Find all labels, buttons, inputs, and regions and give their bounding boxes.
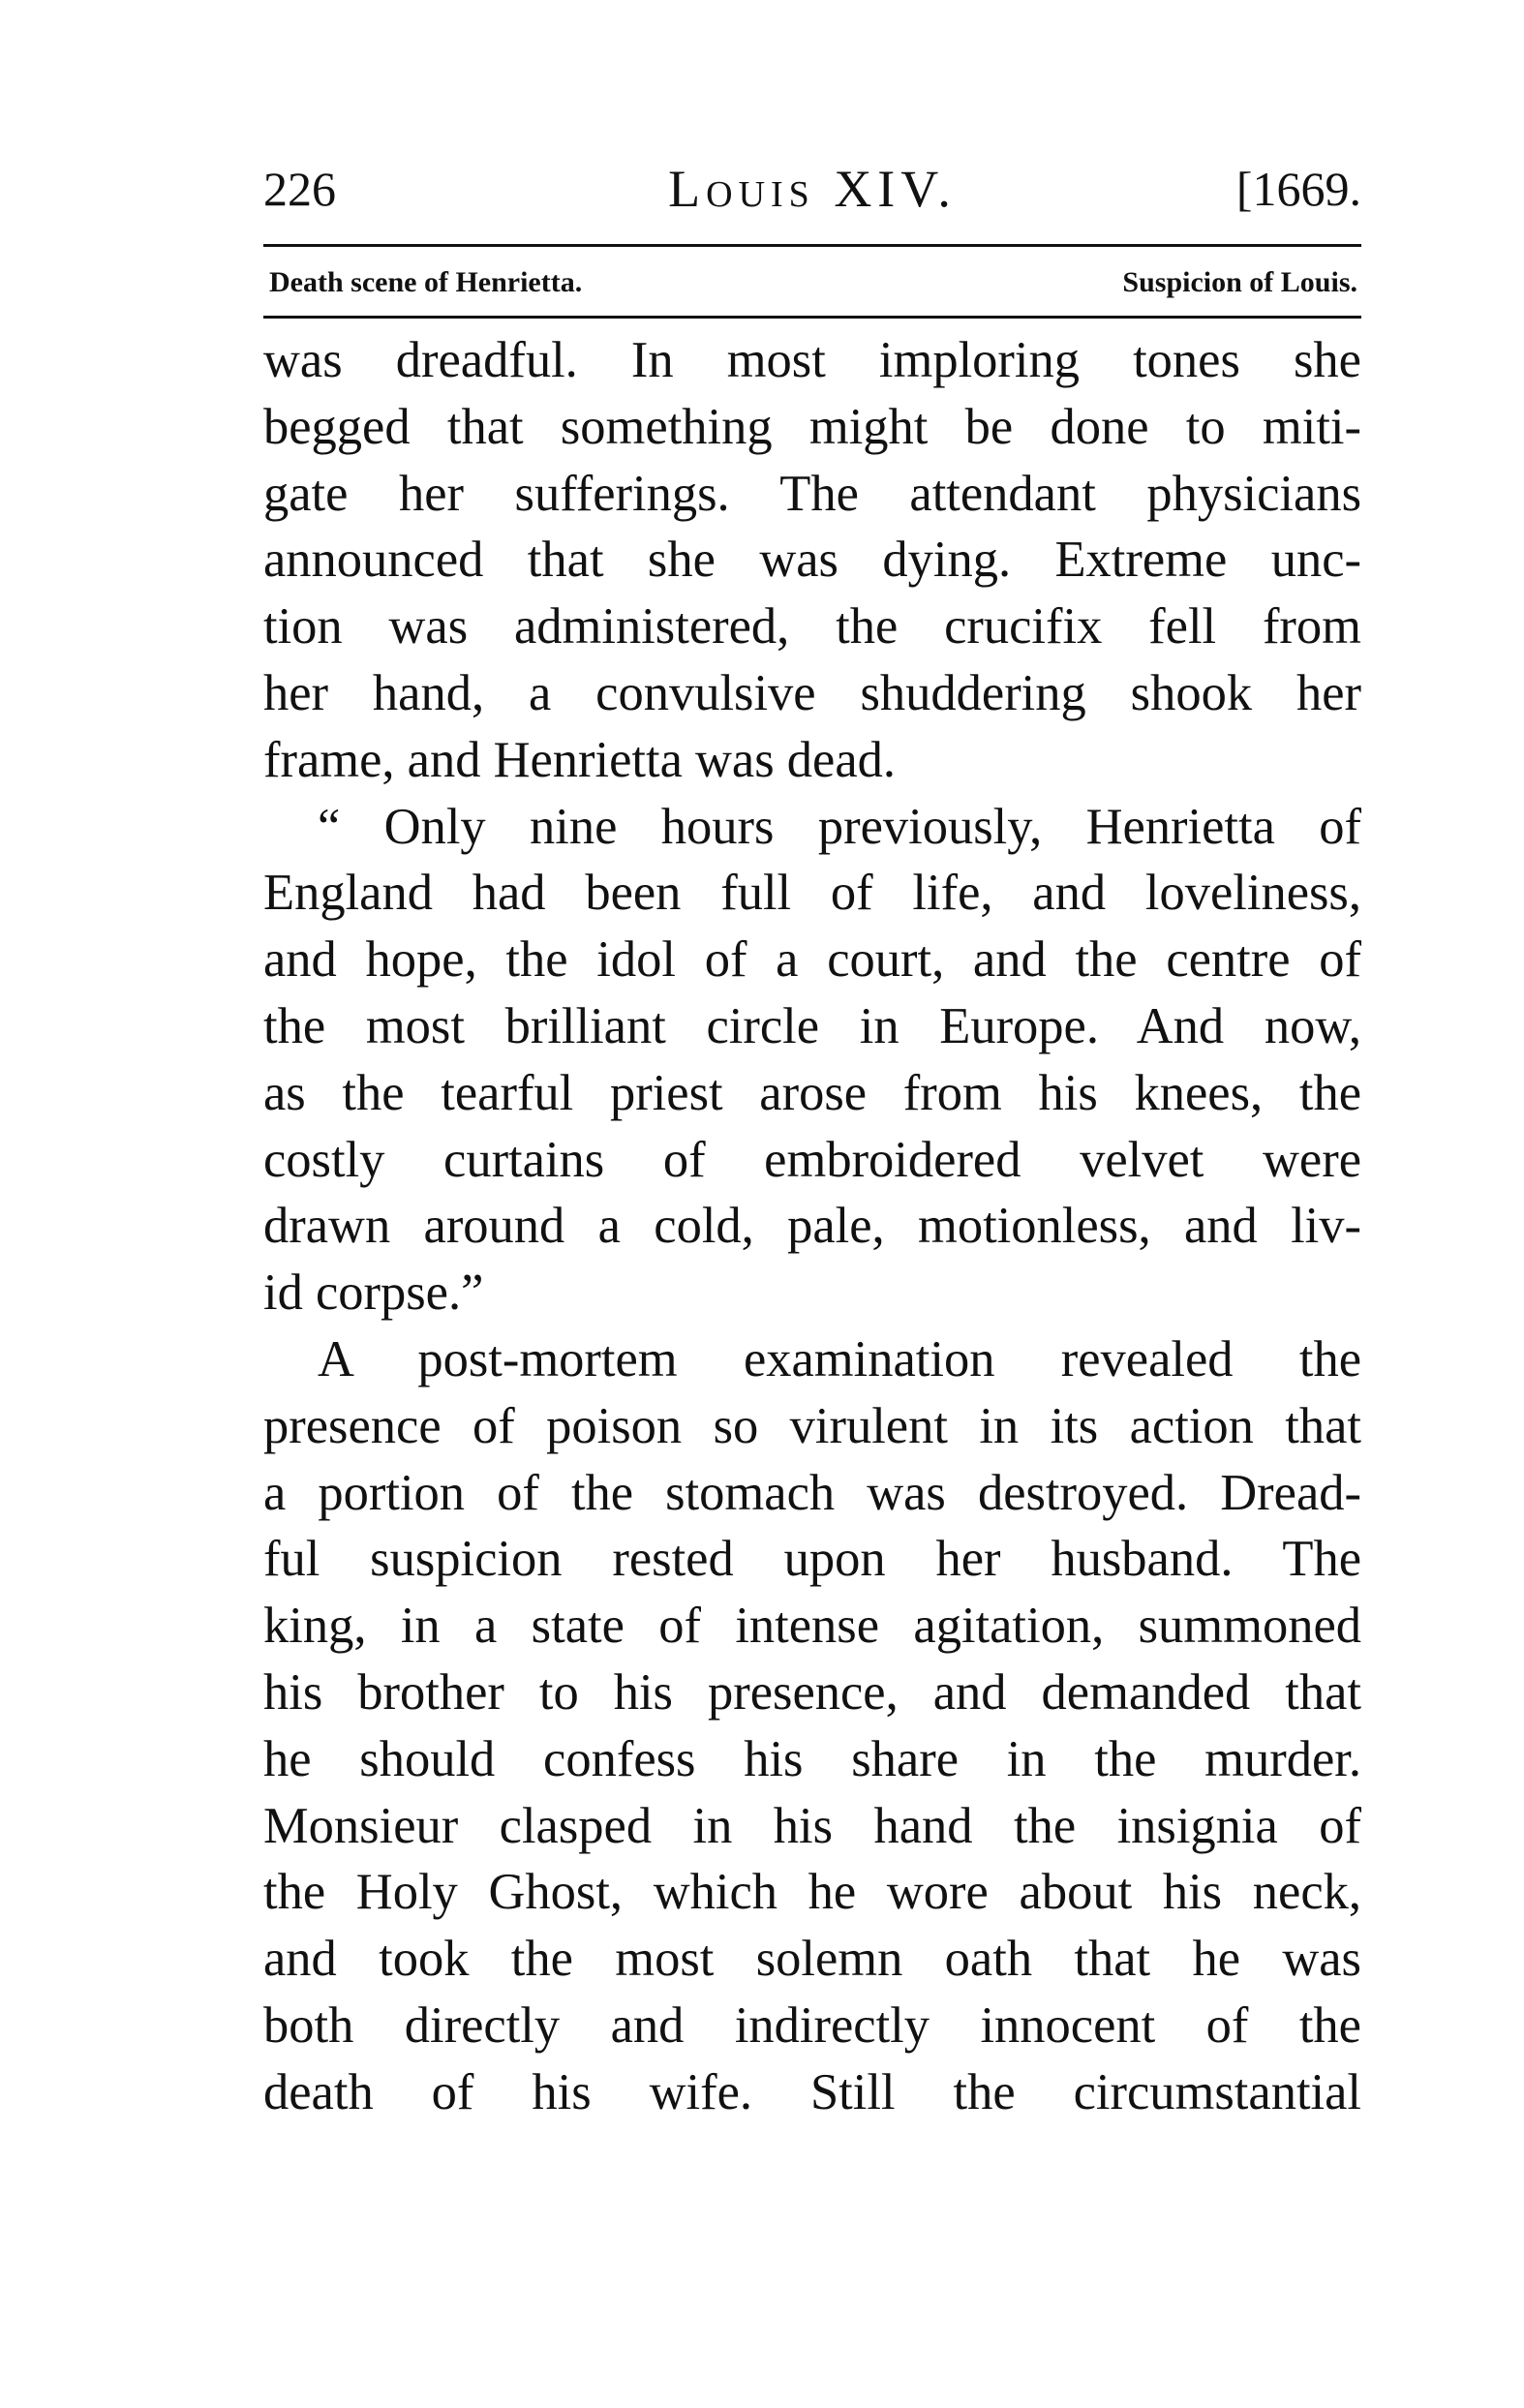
paragraph-start-line: “ Only nine hours previously, Henrietta of [318, 798, 1361, 855]
text-line: announced that she was dying. Extreme unc- [263, 532, 1361, 589]
year-marker: [1669. [1235, 162, 1361, 216]
text-line: his brother to his presence, and demanded that [263, 1663, 1361, 1721]
text-line: drawn around a cold, pale, motionless, and liv- [263, 1198, 1361, 1255]
text-line: both directly and indirectly innocent of the [263, 1997, 1361, 2054]
text-line: her hand, a convulsive shuddering shook her [263, 664, 1361, 721]
text-line: the Holy Ghost, which he wore about his neck, [263, 1864, 1361, 1921]
text-line: tion was administered, the crucifix fell from [263, 598, 1361, 655]
sidenotes-bar [269, 256, 1357, 310]
text-line: and took the most solemn oath that he was [263, 1931, 1361, 1988]
header-rule-top [263, 244, 1361, 247]
page-number: 226 [263, 162, 336, 216]
sidenote-right: Suspicion of Louis. [1122, 266, 1357, 298]
sidenote-left: Death scene of Henrietta. [269, 266, 583, 298]
text-line: costly curtains of embroidered velvet were [263, 1131, 1361, 1188]
text-line: begged that something might be done to miti- [263, 398, 1361, 455]
text-line: king, in a state of intense agitation, summoned [263, 1598, 1361, 1655]
text-line: id corpse.” [263, 1265, 484, 1322]
text-line: as the tearful priest arose from his knees, the [263, 1064, 1361, 1121]
book-title: Louis XIV. [668, 160, 957, 218]
text-line: Monsieur clasped in his hand the insignia of [263, 1797, 1361, 1854]
paragraph-start-line: A post-mortem examination revealed the [318, 1330, 1361, 1387]
running-head [263, 155, 1361, 223]
header-rule-bottom [263, 316, 1361, 319]
body-text [263, 327, 1361, 2126]
text-line: presence of poison so virulent in its action that [263, 1397, 1361, 1454]
text-line: was dreadful. In most imploring tones she [263, 332, 1361, 388]
text-line: and hope, the idol of a court, and the centre of [263, 931, 1361, 989]
text-line: death of his wife. Still the circumstantial [263, 2063, 1361, 2120]
text-line: gate her sufferings. The attendant physicians [263, 465, 1361, 522]
text-line: England had been full of life, and loveliness, [263, 865, 1361, 922]
text-line: ful suspicion rested upon her husband. The [263, 1531, 1361, 1588]
text-line: the most brilliant circle in Europe. And now, [263, 997, 1361, 1054]
text-line: he should confess his share in the murder. [263, 1730, 1361, 1787]
text-line: frame, and Henrietta was dead. [263, 731, 897, 788]
text-line: a portion of the stomach was destroyed. Dread- [263, 1464, 1361, 1521]
